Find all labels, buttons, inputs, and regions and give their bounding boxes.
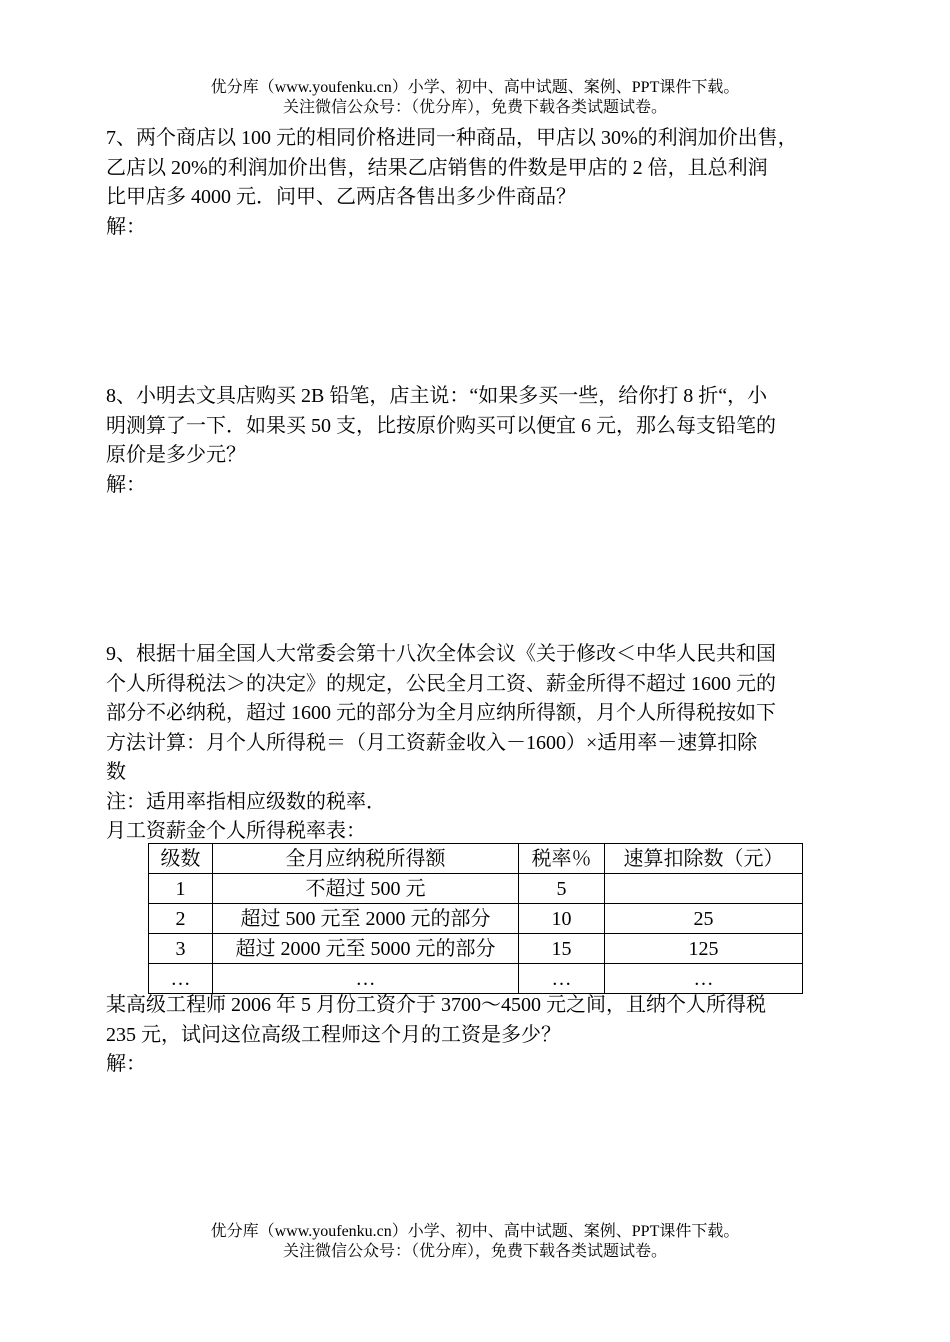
table-cell — [605, 874, 803, 904]
question-9 — [106, 640, 851, 847]
table-row — [149, 964, 803, 994]
table-cell: 1 — [149, 874, 213, 904]
q7-line: 7、两个商店以 100 元的相同价格进同一种商品，甲店以 30%的利润加价出售， — [106, 127, 798, 149]
table-cell: 3 — [149, 934, 213, 964]
q8-line: 原价是多少元？ — [106, 444, 246, 466]
header-line-2: 关注微信公众号：（优分库），免费下载各类试题试卷。 — [282, 99, 667, 116]
header-line-1: 优分库（www.youfenku.cn）小学、初中、高中试题、案例、PPT课件下载。 — [210, 79, 740, 96]
q7-answer-label: 解： — [106, 215, 146, 238]
q9-table-title: 月工资薪金个人所得税率表： — [106, 820, 366, 842]
table-header-cell: 全月应纳税所得额 — [213, 844, 519, 874]
table-row — [149, 874, 803, 904]
q9-line: 数 — [106, 761, 126, 783]
table-cell: … — [605, 964, 803, 994]
q9-note: 注：适用率指相应级数的税率． — [106, 790, 386, 813]
question-8 — [106, 382, 851, 500]
footer-line-1: 优分库（www.youfenku.cn）小学、初中、高中试题、案例、PPT课件下载。 — [210, 1223, 740, 1240]
table-cell: 125 — [605, 934, 803, 964]
footer-line-2: 关注微信公众号：（优分库），免费下载各类试题试卷。 — [282, 1243, 667, 1260]
q7-line: 乙店以 20%的利润加价出售，结果乙店销售的件数是甲店的 2 倍，且总利润 — [106, 156, 768, 179]
table-cell: 15 — [519, 934, 605, 964]
q7-line: 比甲店多 4000 元．问甲、乙两店各售出多少件商品？ — [106, 186, 576, 208]
table-row — [149, 904, 803, 934]
table-header-cell: 税率％ — [519, 844, 605, 874]
q9-answer-label: 解： — [106, 1053, 146, 1075]
table-cell: … — [213, 964, 519, 994]
q9-line: 9、根据十届全国人大常委会第十八次全体会议《关于修改＜中华人民共和国 — [106, 643, 776, 665]
table-cell: 25 — [605, 904, 803, 934]
table-cell: 超过 2000 元至 5000 元的部分 — [213, 934, 519, 964]
q9-line: 个人所得税法＞的决定》的规定，公民全月工资、薪金所得不超过 1600 元的 — [106, 672, 776, 695]
table-row — [149, 934, 803, 964]
table-header-cell: 级数 — [149, 844, 213, 874]
page-header — [0, 78, 950, 118]
page-footer — [0, 1222, 950, 1262]
table-cell: … — [519, 964, 605, 994]
table-header-cell: 速算扣除数（元） — [605, 844, 803, 874]
q8-line: 明测算了一下．如果买 50 支，比按原价购买可以便宜 6 元，那么每支铅笔的 — [106, 414, 776, 437]
tax-rate-table — [148, 843, 803, 994]
q9-question-line: 某高级工程师 2006 年 5 月份工资介于 3700～4500 元之间，且纳个人所得税 — [106, 994, 766, 1016]
q9-line: 方法计算：月个人所得税＝（月工资薪金收入－1600）×适用率－速算扣除 — [106, 731, 758, 754]
q8-answer-label: 解： — [106, 473, 146, 496]
q9-question-line: 235 元，试问这位高级工程师这个月的工资是多少？ — [106, 1023, 561, 1046]
table-header-row — [149, 844, 803, 874]
table-cell: 5 — [519, 874, 605, 904]
q9-line: 部分不必纳税，超过 1600 元的部分为全月应纳所得额，月个人所得税按如下 — [106, 702, 776, 724]
table-cell: 2 — [149, 904, 213, 934]
question-9-continued — [106, 991, 851, 1080]
table-cell: 10 — [519, 904, 605, 934]
table-cell: 超过 500 元至 2000 元的部分 — [213, 904, 519, 934]
q8-line: 8、小明去文具店购买 2B 铅笔，店主说：“如果多买一些，给你打 8 折“，小 — [106, 385, 768, 407]
question-7 — [106, 124, 851, 242]
table-cell: … — [149, 964, 213, 994]
table-cell: 不超过 500 元 — [213, 874, 519, 904]
